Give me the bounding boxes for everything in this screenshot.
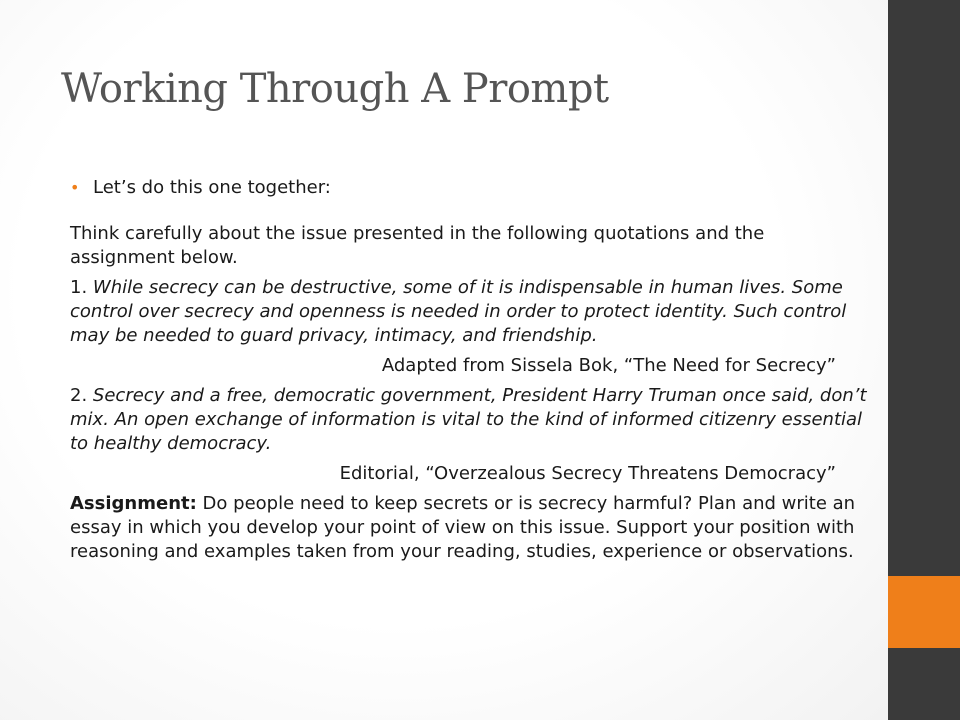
quote-2-text: Secrecy and a free, democratic government, President Harry Truman once said, don’t mix. An open exchange of information is vital to the kind of informed citizenry essential to healthy democracy. <box>70 385 867 454</box>
bullet-dot-icon: • <box>70 178 80 197</box>
quote-2-attribution: Editorial, “Overzealous Secrecy Threatens Democracy” <box>339 463 836 484</box>
assignment-label: Assignment: <box>70 493 197 514</box>
assignment-paragraph <box>70 492 870 564</box>
quote-1-text: While secrecy can be destructive, some of it is indispensable in human lives. Some control over secrecy and openness is needed in order to protect identity. Such control may be needed to guard privacy, intimacy, and friendship. <box>70 277 847 346</box>
intro-paragraph: Think carefully about the issue presented in the following quotations and the assignment below. <box>70 223 765 268</box>
quote-1-attribution: Adapted from Sissela Bok, “The Need for Secrecy” <box>381 355 836 376</box>
slide-title: Working Through A Prompt <box>61 66 609 112</box>
bullet-text: Let’s do this one together: <box>93 177 331 198</box>
assignment-text: Do people need to keep secrets or is secrecy harmful? Plan and write an essay in which you develop your point of view on this issue. Support your position with reasoning and examples taken from your reading, studies, experience or observations. <box>70 493 856 562</box>
quote-2 <box>70 384 870 456</box>
quote-1 <box>70 276 870 348</box>
quote-2-number: 2. <box>70 385 88 406</box>
side-accent-block <box>888 576 960 648</box>
quote-1-number: 1. <box>70 277 88 298</box>
slide-content <box>70 176 870 570</box>
bullet-item <box>70 176 870 200</box>
